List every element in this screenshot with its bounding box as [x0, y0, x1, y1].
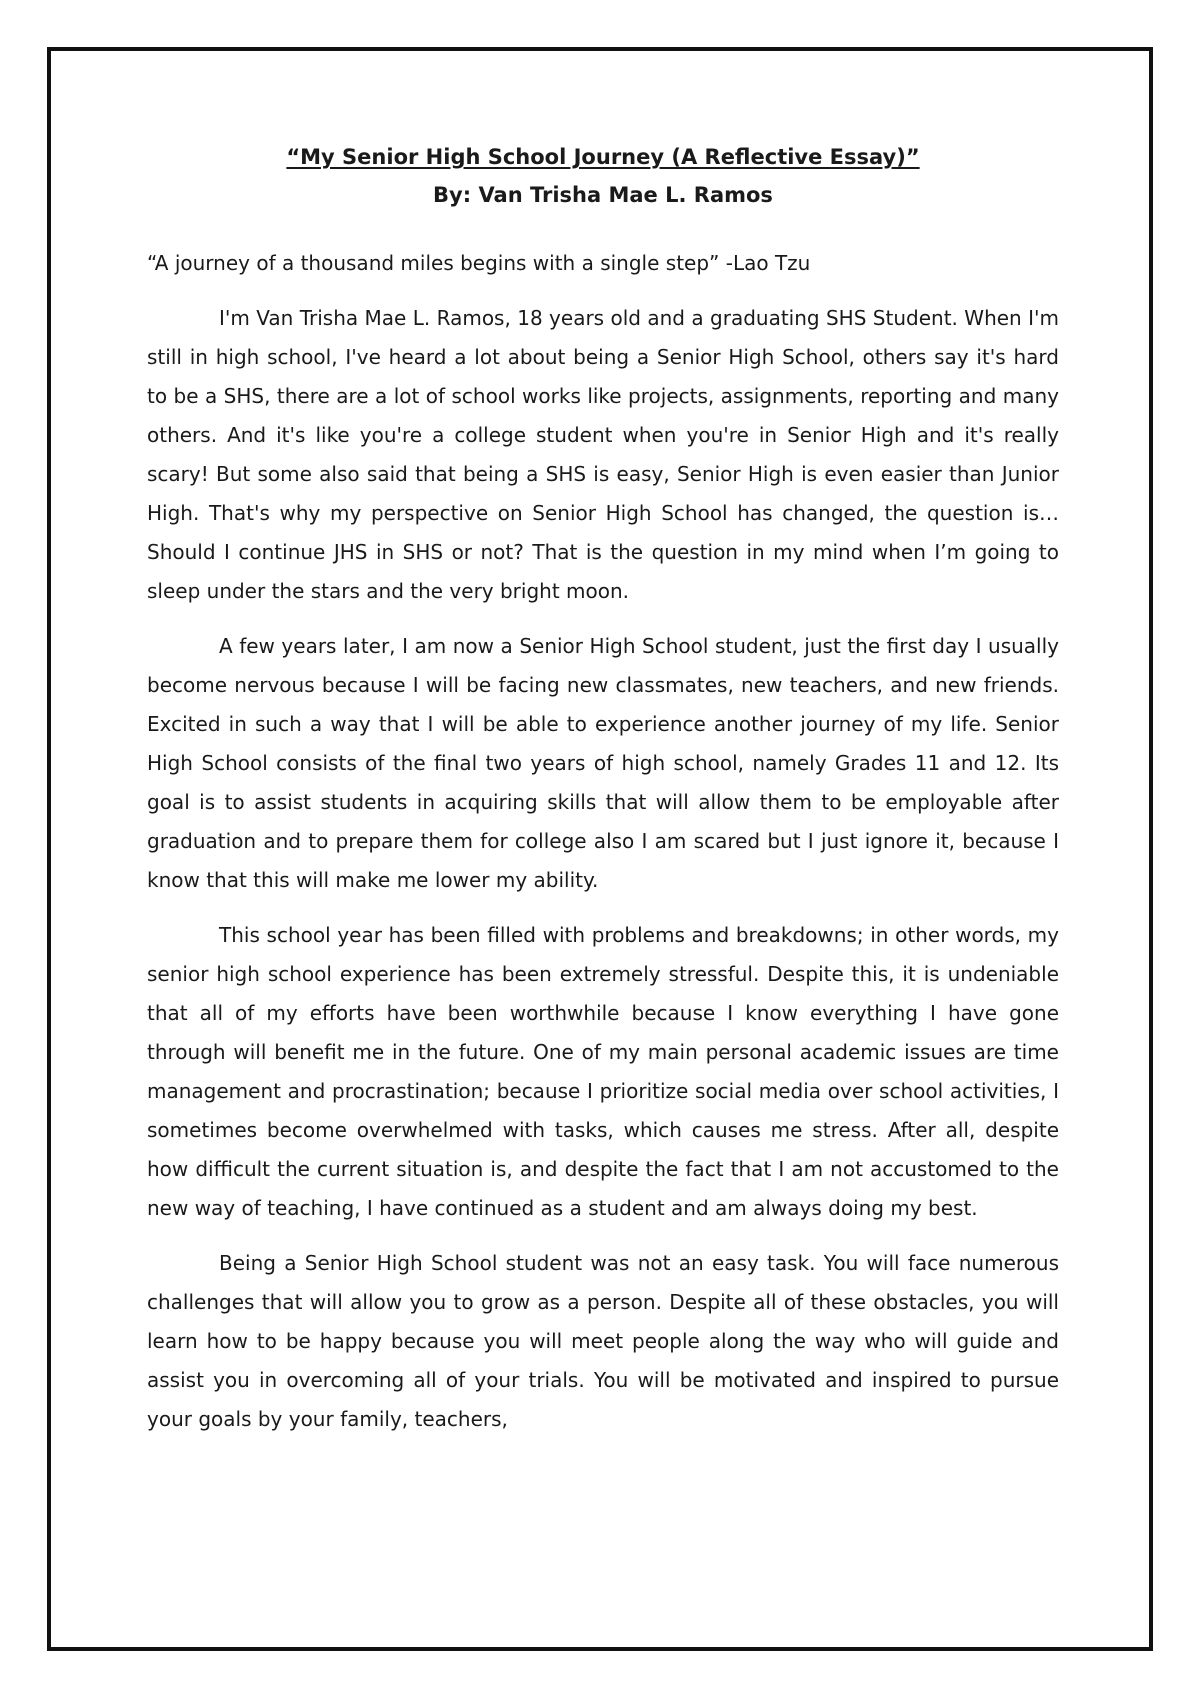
author-line: By: Van Trisha Mae L. Ramos — [433, 183, 773, 207]
essay-title: “My Senior High School Journey (A Reflective Essay)” — [286, 145, 920, 169]
paragraph-2: A few years later, I am now a Senior High School student, just the first day I usually become nervous because I will be facing new classmates, new teachers, and new friends. Excited in such a way that I will be able to experience another journey of my life. Senior High School consists of the final two years of high school, namely Grades 11 and 12. Its goal is to assist students in acquiring skills that will allow them to be employable after graduation and to prepare them for college also I am scared but I just ignore it, because I know that this will make me lower my ability. — [147, 634, 1059, 892]
essay-body — [147, 140, 1059, 1439]
epigraph-quote: “A journey of a thousand miles begins with a single step” -Lao Tzu — [147, 251, 811, 275]
paragraph-4: Being a Senior High School student was not an easy task. You will face numerous challenges that will allow you to grow as a person. Despite all of these obstacles, you will learn how to be happy because you will meet people along the way who will guide and assist you in overcoming all of your trials. You will be motivated and inspired to pursue your goals by your family, teachers, — [147, 1251, 1059, 1431]
paragraph-3: This school year has been filled with problems and breakdowns; in other words, my senior high school experience has been extremely stressful. Despite this, it is undeniable that all of my efforts have been worthwhile because I know everything I have gone through will benefit me in the future. One of my main personal academic issues are time management and procrastination; because I prioritize social media over school activities, I sometimes become overwhelmed with tasks, which causes me stress. After all, despite how difficult the current situation is, and despite the fact that I am not accustomed to the new way of teaching, I have continued as a student and am always doing my best. — [147, 923, 1059, 1220]
paragraph-1: I'm Van Trisha Mae L. Ramos, 18 years old and a graduating SHS Student. When I'm still in high school, I've heard a lot about being a Senior High School, others say it's hard to be a SHS, there are a lot of school works like projects, assignments, reporting and many others. And it's like you're a college student when you're in Senior High and it's really scary! But some also said that being a SHS is easy, Senior High is even easier than Junior High. That's why my perspective on Senior High School has changed, the question is… Should I continue JHS in SHS or not? That is the question in my mind when I’m going to sleep under the stars and the very bright moon. — [147, 306, 1059, 603]
